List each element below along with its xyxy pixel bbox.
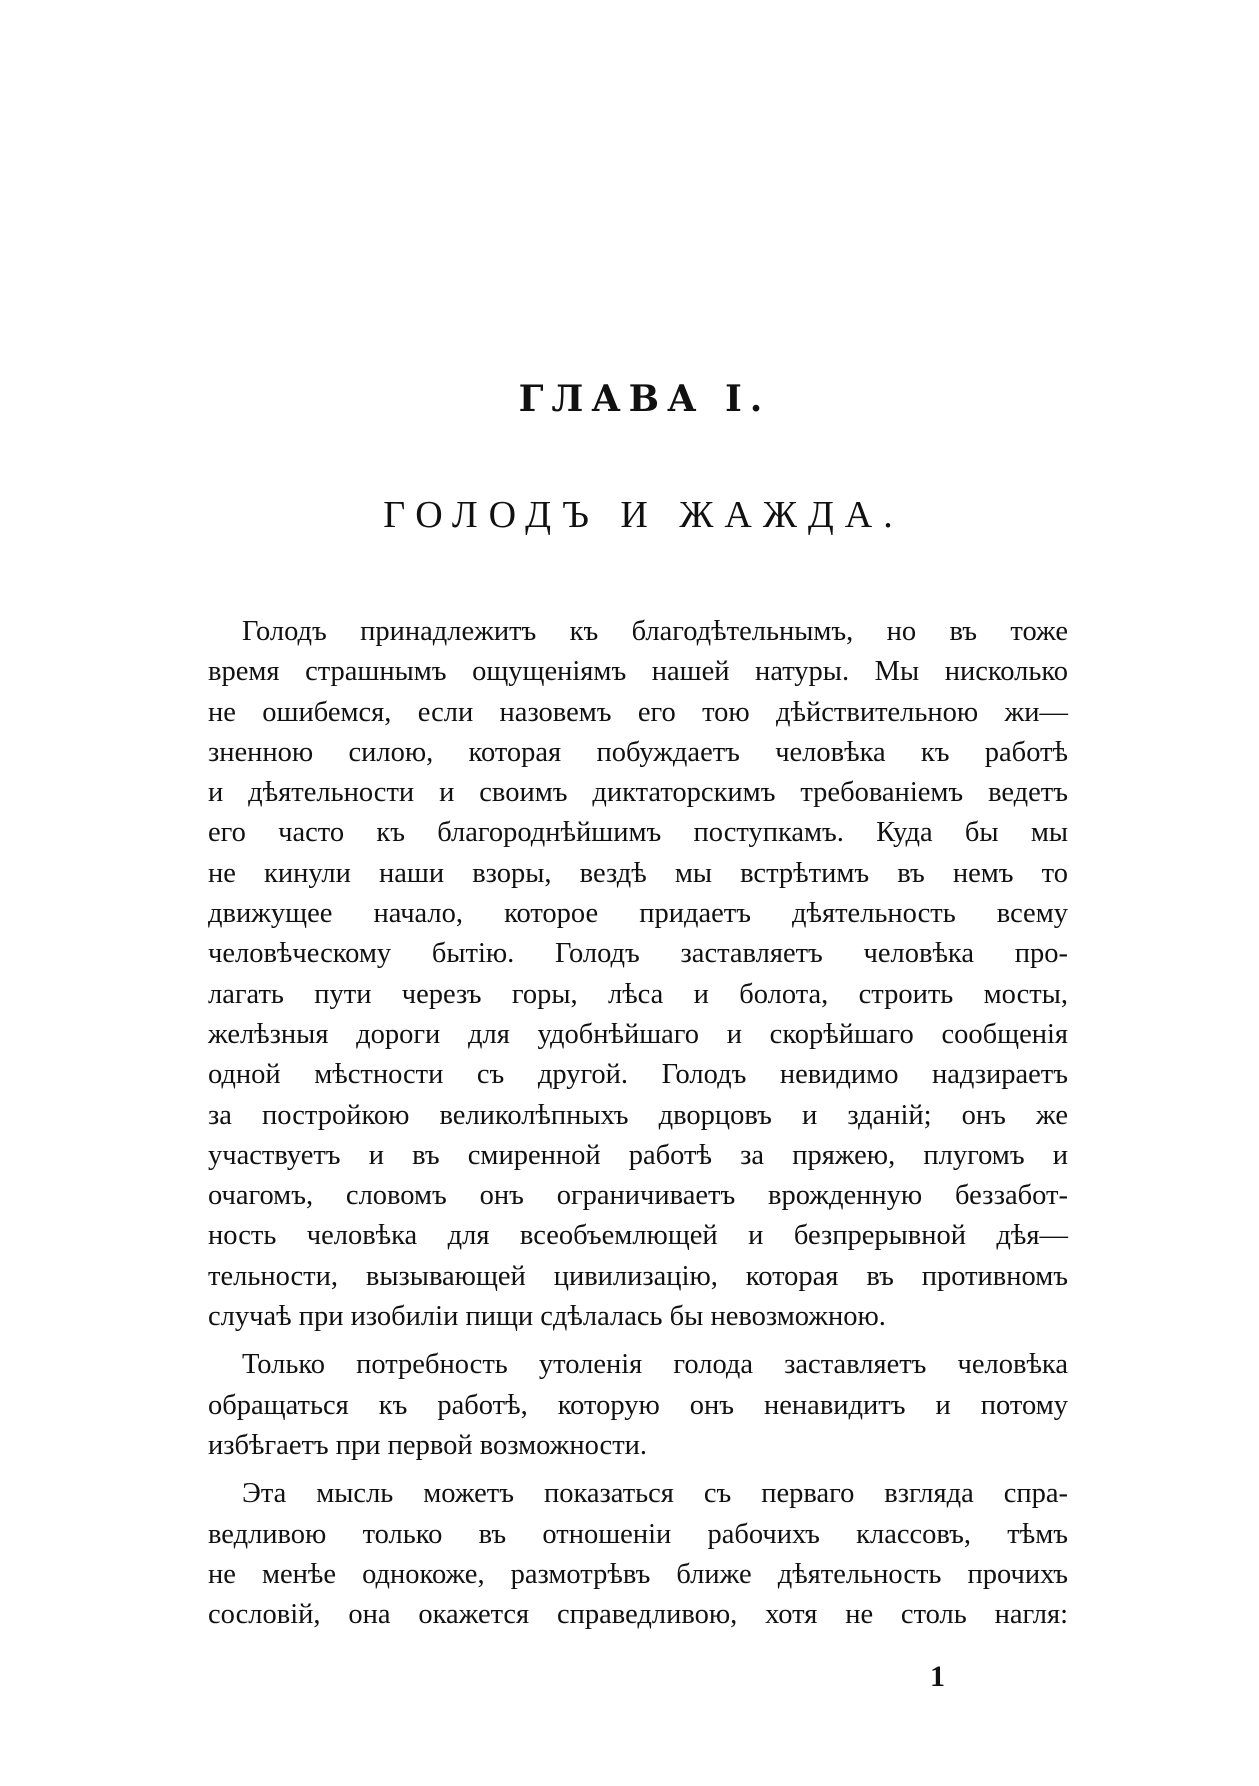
paragraph-2 xyxy=(208,1345,1068,1466)
body-text xyxy=(208,612,1068,1635)
text-line: одной мѣстности съ другой. Голодъ невидимо надзираетъ xyxy=(208,1059,1068,1091)
text-line: ведливою только въ отношеніи рабочихъ классовъ, тѣмъ xyxy=(208,1518,1068,1550)
text-line: случаѣ при изобиліи пищи сдѣлалась бы невозможною. xyxy=(208,1301,886,1333)
paragraph-1 xyxy=(208,612,1068,1337)
text-line: Голодъ принадлежитъ къ благодѣтельнымъ, но въ тоже xyxy=(242,616,1068,647)
text-line: желѣзныя дороги для удобнѣйшаго и скорѣйшаго сообщенія xyxy=(208,1018,1068,1050)
text-line: не кинули наши взоры, вездѣ мы встрѣтимъ въ немъ то xyxy=(208,857,1068,889)
text-line: не менѣе однокоже, размотрѣвъ ближе дѣятельность прочихъ xyxy=(208,1558,1068,1590)
paragraph-3 xyxy=(208,1474,1068,1635)
text-line: очагомъ, словомъ онъ ограничиваетъ врожденную беззабот- xyxy=(208,1180,1068,1212)
text-line: и дѣятельности и своимъ диктаторскимъ требованіемъ ведетъ xyxy=(208,777,1068,809)
text-line: ность человѣка для всеобъемлющей и безпрерывной дѣя— xyxy=(208,1220,1068,1252)
text-line: зненною силою, которая побуждаетъ человѣка къ работѣ xyxy=(208,736,1068,768)
text-line: движущее начало, которое придаетъ дѣятельность всему xyxy=(208,898,1068,930)
page-number: 1 xyxy=(930,1660,945,1693)
text-line: Только потребность утоленія голода заставляетъ человѣка xyxy=(242,1349,1068,1381)
text-line: за постройкою великолѣпныхъ дворцовъ и зданій; онъ же xyxy=(208,1099,1068,1131)
text-line: Эта мысль можетъ показаться съ перваго взгляда спра- xyxy=(242,1478,1068,1510)
text-line: участвуетъ и въ смиренной работѣ за пряжею, плугомъ и xyxy=(208,1139,1068,1171)
text-line: тельности, вызывающей цивилизацію, которая въ противномъ xyxy=(208,1260,1068,1292)
text-line: лагать пути черезъ горы, лѣса и болота, строить мосты, xyxy=(208,978,1068,1010)
text-line: его часто къ благороднѣйшимъ поступкамъ. Куда бы мы xyxy=(208,817,1068,849)
text-line: время страшнымъ ощущеніямъ нашей натуры. Мы нисколько xyxy=(208,656,1068,688)
text-line: избѣгаетъ при первой возможности. xyxy=(208,1429,648,1461)
text-line: обращаться къ работѣ, которую онъ ненавидитъ и потому xyxy=(208,1389,1068,1421)
chapter-heading: ГЛАВА I. xyxy=(518,378,771,420)
text-line: человѣческому бытію. Голодъ заставляетъ человѣка про- xyxy=(208,938,1068,970)
text-line: сословій, она окажется справедливою, хотя не столь нагля: xyxy=(208,1599,1068,1631)
chapter-title: ГОЛОДЪ И ЖАЖДА. xyxy=(383,494,904,536)
text-line: не ошибемся, если назовемъ его тою дѣйствительною жи— xyxy=(208,696,1068,728)
